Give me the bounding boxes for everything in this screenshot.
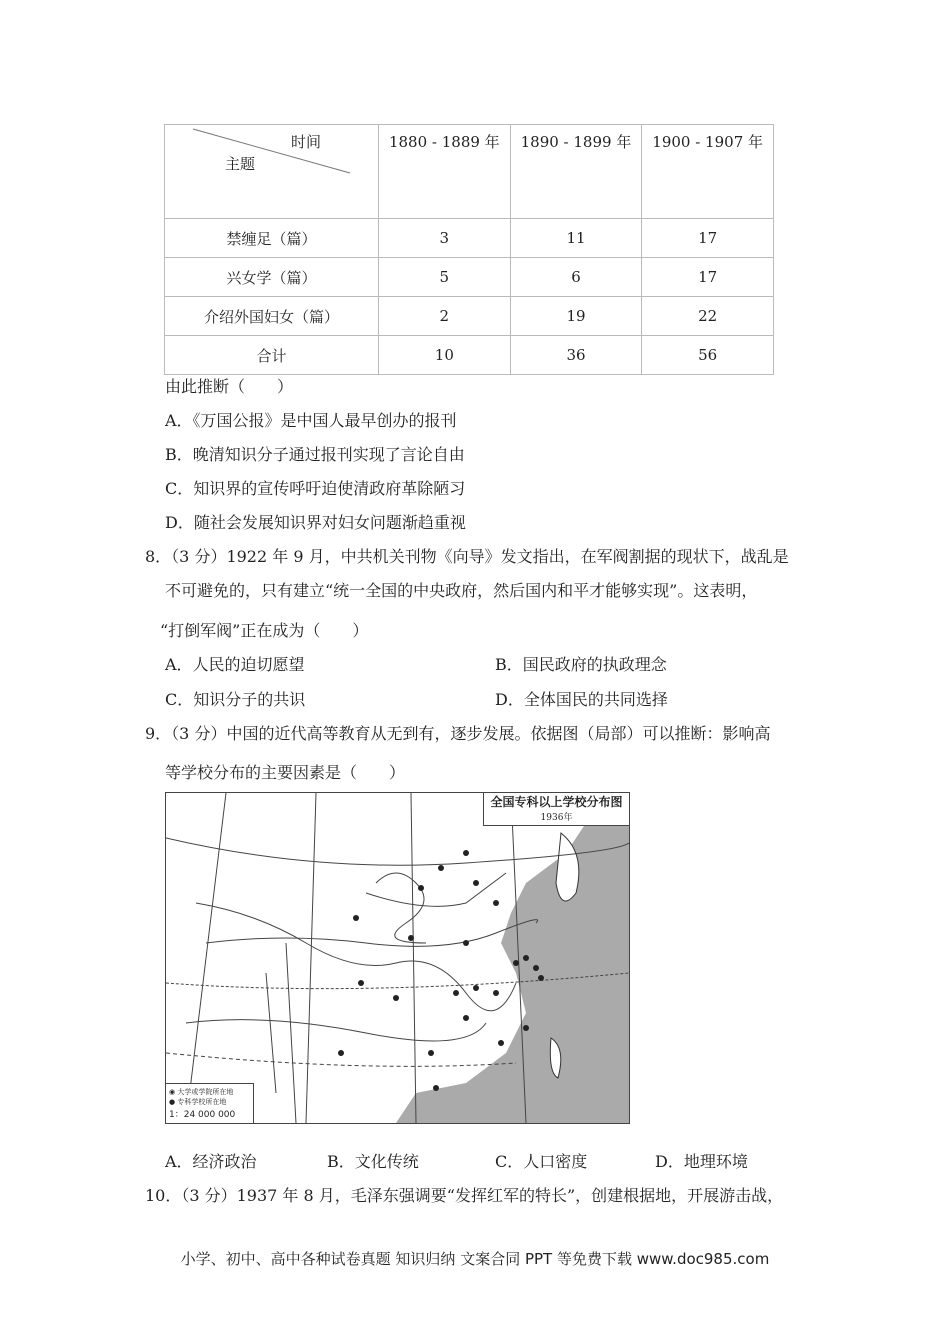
cell: 禁缠足（篇） <box>165 219 379 258</box>
q9-line: 9．（3 分）中国的近代高等教育从无到有，逐步发展。依据图（局部）可以推断：影响高 <box>145 724 771 743</box>
table-row <box>165 258 774 297</box>
cell: 17 <box>642 258 774 297</box>
q9-option-d: D．地理环境 <box>655 1152 748 1171</box>
cell: 17 <box>642 219 774 258</box>
q9-option-c: C．人口密度 <box>495 1152 588 1171</box>
map-legend: ◉ 大学或学院所在地 ● 专科学校所在地 1：24 000 000 <box>166 1083 254 1123</box>
legend-college: 专科学校所在地 <box>177 1098 227 1106</box>
corner-time-label: 时间 <box>291 133 322 151</box>
q8-line: “打倒军阀”正在成为（ ） <box>160 621 369 640</box>
cell: 10 <box>379 336 511 375</box>
q8-line: 8．（3 分）1922 年 9 月，中共机关刊物《向导》发文指出，在军阀割据的现状下，战乱是 <box>145 547 789 566</box>
q8-line: 不可避免的，只有建立“统一全国的中央政府，然后国内和平才能够实现”。这表明， <box>165 581 758 600</box>
q9-line: 等学校分布的主要因素是（ ） <box>165 763 406 782</box>
cell: 合计 <box>165 336 379 375</box>
cell: 36 <box>510 336 642 375</box>
column-header: 1890 - 1899 年 <box>510 125 642 219</box>
table-corner-cell <box>165 125 379 219</box>
q9-option-a: A．经济政治 <box>165 1152 257 1171</box>
q7-option-b: B．晚清知识分子通过报刊实现了言论自由 <box>165 445 465 464</box>
q7-option-c: C．知识界的宣传呼吁迫使清政府革除陋习 <box>165 479 466 498</box>
map-title: 全国专科以上学校分布图 <box>490 795 623 809</box>
cell: 19 <box>510 297 642 336</box>
cell: 56 <box>642 336 774 375</box>
cell: 介绍外国妇女（篇） <box>165 297 379 336</box>
table-row <box>165 336 774 375</box>
q7-option-d: D．随社会发展知识界对妇女问题渐趋重视 <box>165 513 466 532</box>
q7-option-a: A．《万国公报》是中国人最早创办的报刊 <box>165 411 457 430</box>
q8-option-b: B．国民政府的执政理念 <box>495 655 667 674</box>
cell: 3 <box>379 219 511 258</box>
column-header: 1880 - 1889 年 <box>379 125 511 219</box>
cell: 11 <box>510 219 642 258</box>
q8-option-a: A．人民的迫切愿望 <box>165 655 305 674</box>
map-year: 1936年 <box>540 813 573 823</box>
school-distribution-map <box>165 792 630 1124</box>
corner-topic-label: 主题 <box>225 155 256 173</box>
table-row <box>165 297 774 336</box>
q10-line: 10．（3 分）1937 年 8 月，毛泽东强调要“发挥红军的特长”，创建根据地，开展游击战， <box>145 1186 784 1205</box>
cell: 2 <box>379 297 511 336</box>
q7-stem: 由此推断（ ） <box>165 377 294 396</box>
footer-text: 小学、初中、高中各种试卷真题 知识归纳 文案合同 PPT 等免费下载 www.doc985.com <box>180 1250 770 1268</box>
q9-option-b: B．文化传统 <box>327 1152 419 1171</box>
q8-option-d: D．全体国民的共同选择 <box>495 690 668 709</box>
cell: 5 <box>379 258 511 297</box>
legend-university: 大学或学院所在地 <box>177 1088 234 1096</box>
q8-option-c: C．知识分子的共识 <box>165 690 306 709</box>
map-scale: 1：24 000 000 <box>169 1110 236 1120</box>
map-drawing <box>166 793 629 1123</box>
cell: 6 <box>510 258 642 297</box>
cell: 22 <box>642 297 774 336</box>
table-row <box>165 219 774 258</box>
diagonal-line <box>165 125 378 212</box>
data-table <box>164 124 774 375</box>
cell: 兴女学（篇） <box>165 258 379 297</box>
column-header: 1900 - 1907 年 <box>642 125 774 219</box>
